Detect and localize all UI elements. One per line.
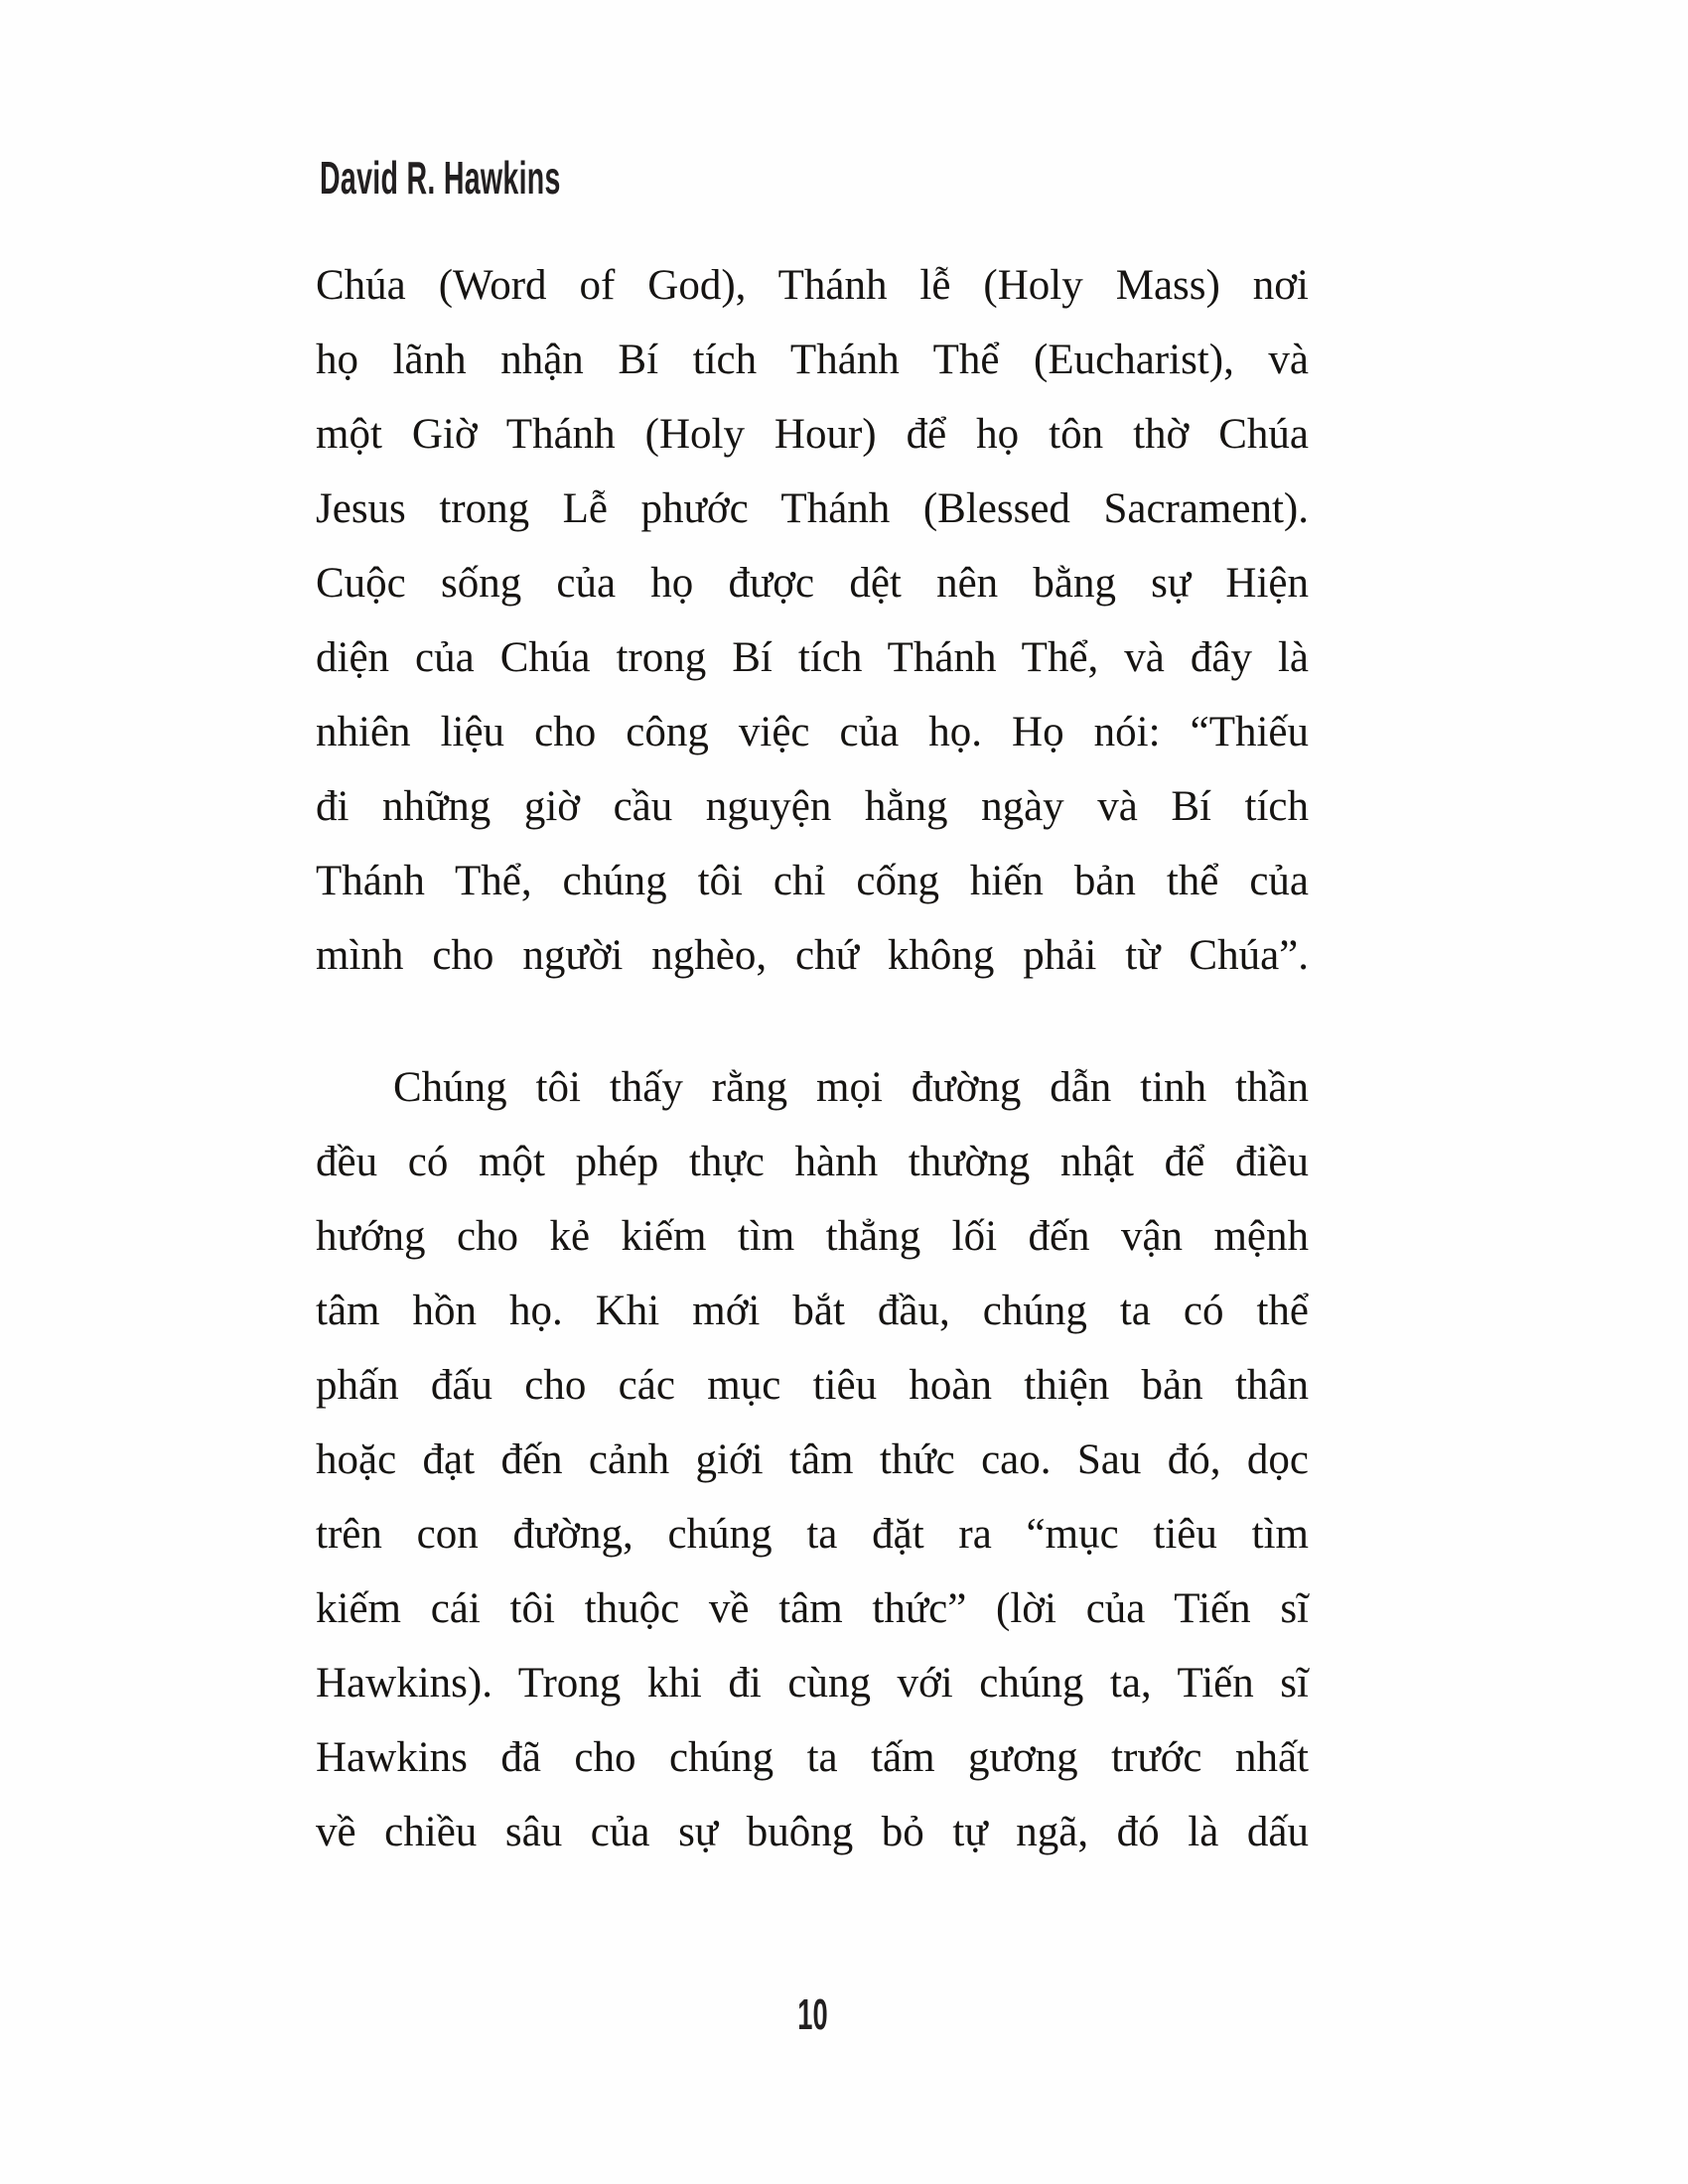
text-line: họ lãnh nhận Bí tích Thánh Thể (Eucharist), và <box>316 337 1309 383</box>
text-line: nhiên liệu cho công việc của họ. Họ nói: “Thiếu <box>316 709 1309 755</box>
page-number: 10 <box>796 1990 828 2039</box>
text-line: trên con đường, chúng ta đặt ra “mục tiêu tìm <box>316 1511 1309 1558</box>
page-number-wrap <box>316 1990 1309 2039</box>
text-line: Hawkins). Trong khi đi cùng với chúng ta, Tiến sĩ <box>316 1660 1309 1706</box>
text-line: Hawkins đã cho chúng ta tấm gương trước nhất <box>316 1734 1309 1781</box>
text-line: diện của Chúa trong Bí tích Thánh Thể, và đây là <box>316 634 1309 681</box>
author-header: David R. Hawkins <box>320 152 561 204</box>
text-line: hoặc đạt đến cảnh giới tâm thức cao. Sau đó, dọc <box>316 1436 1309 1483</box>
text-line: Chúa (Word of God), Thánh lễ (Holy Mass) nơi <box>316 262 1309 309</box>
text-line: phấn đấu cho các mục tiêu hoàn thiện bản thân <box>316 1362 1309 1409</box>
text-line: tâm hồn họ. Khi mới bắt đầu, chúng ta có thể <box>316 1288 1309 1334</box>
paragraph <box>316 1050 1309 1869</box>
text-line: kiếm cái tôi thuộc về tâm thức” (lời của Tiến sĩ <box>316 1585 1309 1632</box>
text-line: một Giờ Thánh (Holy Hour) để họ tôn thờ Chúa <box>316 411 1309 458</box>
text-line: Chúng tôi thấy rằng mọi đường dẫn tinh thần <box>393 1064 1309 1111</box>
text-line: Cuộc sống của họ được dệt nên bằng sự Hiện <box>316 560 1309 607</box>
text-line: hướng cho kẻ kiếm tìm thẳng lối đến vận mệnh <box>316 1213 1309 1260</box>
text-line: về chiều sâu của sự buông bỏ tự ngã, đó là dấu <box>316 1809 1309 1855</box>
text-line: đều có một phép thực hành thường nhật để điều <box>316 1139 1309 1185</box>
text-line: Jesus trong Lễ phước Thánh (Blessed Sacrament). <box>316 485 1309 532</box>
paragraph <box>316 248 1309 993</box>
text-line: đi những giờ cầu nguyện hằng ngày và Bí tích <box>316 783 1309 830</box>
text-line: mình cho người nghèo, chứ không phải từ Chúa”. <box>316 932 1309 979</box>
text-line: Thánh Thể, chúng tôi chỉ cống hiến bản thể của <box>316 858 1309 904</box>
body-text <box>316 248 1309 1869</box>
